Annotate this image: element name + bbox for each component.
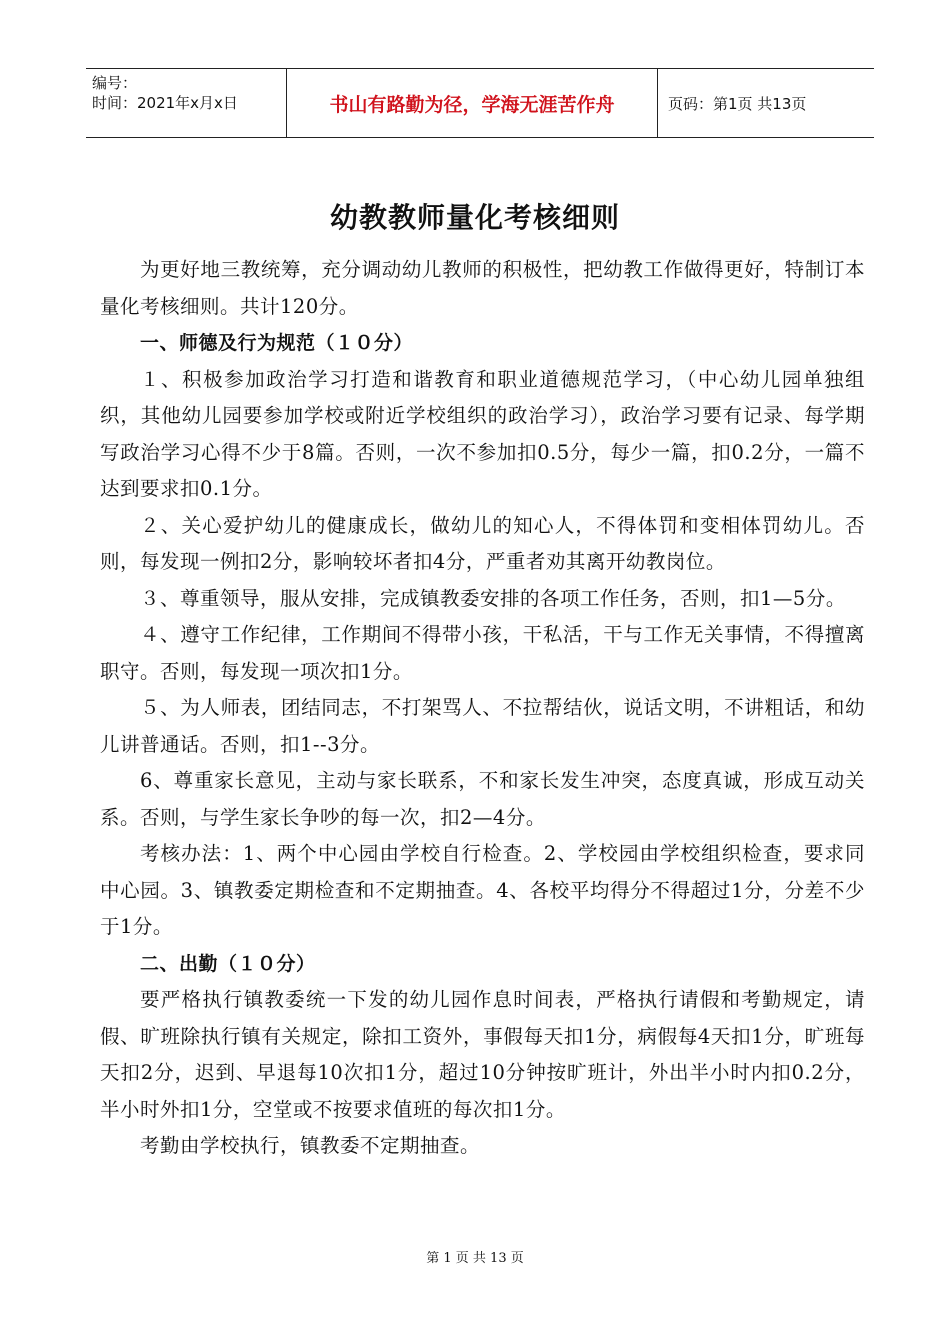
number-label: 编号： <box>92 74 138 92</box>
paragraph-attendance: 要严格执行镇教委统一下发的幼儿园作息时间表，严格执行请假和考勤规定，请假、旷班除执行镇有关规定，除扣工资外，事假每天扣1分，病假每4天扣1分，旷班每天扣2分，迟到、早退每10次扣1分，超过10分钟按旷班计，外出半小时内扣0.2分，半小时外扣1分，空堂或不按要求值班的每次扣1分。 <box>100 988 865 1121</box>
paragraph-item-4: ４、遵守工作纪律，工作期间不得带小孩，干私活，干与工作无关事情，不得擅离职守。否则，每发现一项次扣1分。 <box>100 623 865 683</box>
document-body <box>100 252 865 1165</box>
paragraph-item-2: ２、关心爱护幼儿的健康成长，做幼儿的知心人，不得体罚和变相体罚幼儿。否则，每发现一例扣2分，影响较坏者扣4分，严重者劝其离开幼教岗位。 <box>100 513 865 573</box>
document-title: 幼教教师量化考核细则 <box>329 201 620 234</box>
page-header <box>86 68 874 138</box>
paragraph-attendance-note: 考勤由学校执行，镇教委不定期抽查。 <box>140 1134 481 1157</box>
header-meta <box>86 69 286 137</box>
section-heading-2: 二、出勤（１０分） <box>140 952 316 975</box>
paragraph-item-5: ５、为人师表，团结同志，不打架骂人、不拉帮结伙，说话文明，不讲粗话，和幼儿讲普通话。否则，扣1--3分。 <box>100 696 865 756</box>
header-motto: 书山有路勤为径，学海无涯苦作舟 <box>286 69 658 137</box>
paragraph-intro: 为更好地三教统筹，充分调动幼儿教师的积极性，把幼教工作做得更好，特制订本量化考核细则。共计120分。 <box>100 258 865 318</box>
section-heading-1: 一、师德及行为规范（１０分） <box>140 332 414 354</box>
time-label: 时间：2021年x月x日 <box>92 94 238 112</box>
paragraph-assessment-method: 考核办法：1、两个中心园由学校自行检查。2、学校园由学校组织检查，要求同中心园。3、镇教委定期检查和不定期抽查。4、各校平均得分不得超过1分，分差不少于1分。 <box>100 842 865 938</box>
paragraph-item-1: １、积极参加政治学习打造和谐教育和职业道德规范学习，（中心幼儿园单独组织，其他幼儿园要参加学校或附近学校组织的政治学习），政治学习要有记录、每学期写政治学习心得不少于8篇。否则，一次不参加扣0.5分，每少一篇，扣0.2分，一篇不达到要求扣0.1分。 <box>100 367 865 500</box>
header-page-code: 页码：第1页 共13页 <box>668 94 807 113</box>
paragraph-item-3: ３、尊重领导，服从安排，完成镇教委安排的各项工作任务，否则，扣1—5分。 <box>140 586 846 610</box>
paragraph-item-6: 6、尊重家长意见，主动与家长联系，不和家长发生冲突，态度真诚，形成互动关系。否则，与学生家长争吵的每一次，扣2—4分。 <box>100 769 865 829</box>
page-footer: 第 1 页 共 13 页 <box>426 1251 524 1266</box>
